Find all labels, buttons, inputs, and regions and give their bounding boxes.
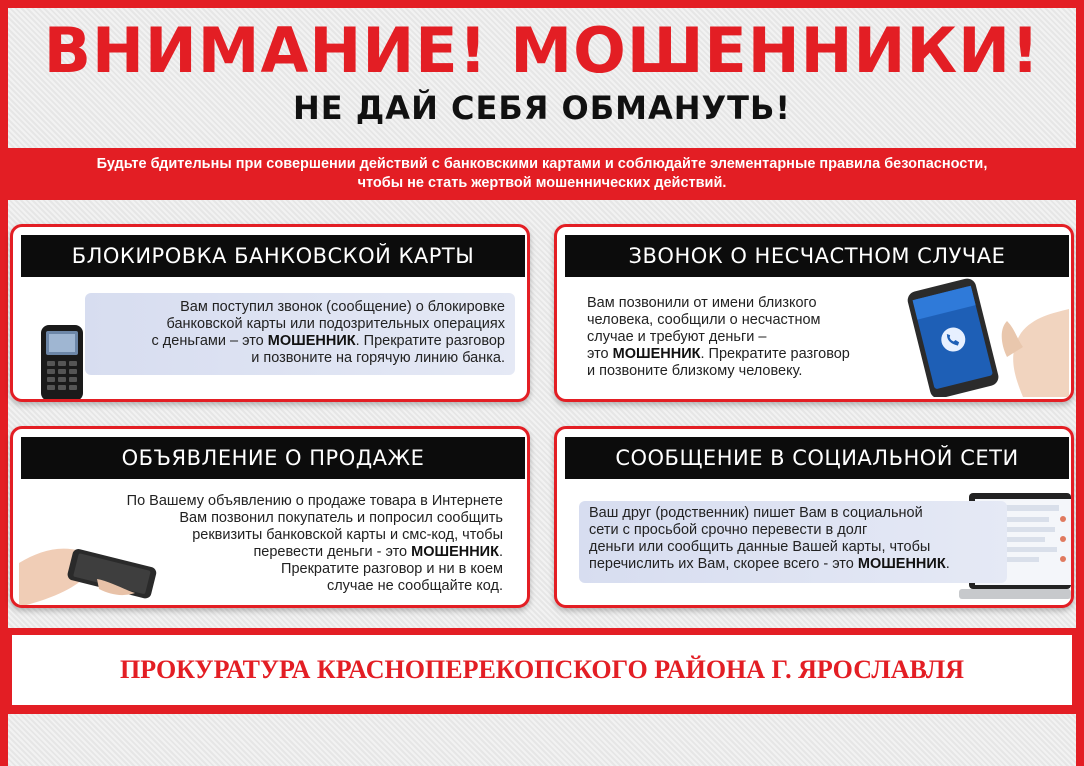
card-text-line: деньги или сообщить данные Вашей карты, чтобы (589, 539, 931, 555)
card-text-fragment: . Прекратите разговор (700, 346, 850, 362)
card-text-line: случае и требуют деньги – (587, 329, 767, 345)
card-text-line: Прекратите разговор и ни в коем (281, 561, 503, 577)
card-text-line: Вам позвонили от имени близкого (587, 295, 817, 311)
card-heading: ОБЪЯВЛЕНИЕ О ПРОДАЖЕ (21, 437, 525, 479)
card-text-fragment: перевести деньги - это (253, 544, 412, 560)
card-text (587, 295, 907, 380)
card-text-line: случае не сообщайте код. (326, 578, 503, 594)
card-heading: СООБЩЕНИЕ В СОЦИАЛЬНОЙ СЕТИ (565, 437, 1069, 479)
card-text-line (589, 556, 1007, 573)
card-text-line: и позвоните близкому человеку. (587, 363, 803, 379)
feature-phone-icon (37, 323, 87, 402)
page-title: ВНИМАНИЕ! МОШЕННИКИ! (43, 14, 1041, 87)
fraud-keyword: МОШЕННИК (612, 346, 701, 362)
card-text-line: реквизиты банковской карты и смс-код, чтобы (192, 527, 503, 543)
card-text-fragment: . (945, 556, 950, 572)
card-accident-call (554, 224, 1074, 402)
card-text-line: Вам поступил звонок (сообщение) о блокировке (180, 299, 505, 315)
card-text-line: сети с просьбой срочно перевести в долг (589, 522, 868, 538)
fraud-keyword: МОШЕННИК (267, 333, 356, 349)
card-text-line: Вам позвонил покупатель и попросил сообщить (179, 510, 503, 526)
card-text-line (587, 346, 907, 363)
card-text-line: банковской карты или подозрительных операциях (166, 316, 505, 332)
card-text-fragment: это (587, 346, 613, 362)
warning-line-2: чтобы не стать жертвой мошеннических действий. (357, 175, 727, 191)
smartphone-call-icon (903, 273, 1069, 397)
fraud-keyword: МОШЕННИК (411, 544, 499, 560)
card-text-line: и позвоните на горячую линию банка. (251, 350, 505, 366)
card-text (85, 293, 515, 375)
warning-line-1: Будьте бдительны при совершении действий с банковскими картами и соблюдайте элементарные правила безопасности, (96, 156, 988, 172)
card-text-fragment: перечислить их Вам, скорее всего - это (589, 556, 858, 572)
card-text-line: По Вашему объявлению о продаже товара в Интернете (126, 493, 503, 509)
card-sale-ad (10, 426, 530, 608)
card-text-fragment: . (498, 544, 503, 560)
card-text-fragment: . Прекратите разговор (355, 333, 505, 349)
footer-title: ПРОКУРАТУРА КРАСНОПЕРЕКОПСКОГО РАЙОНА Г. ЯРОСЛАВЛЯ (120, 655, 964, 684)
card-heading: ЗВОНОК О НЕСЧАСТНОМ СЛУЧАЕ (565, 235, 1069, 277)
card-text-line: Ваш друг (родственник) пишет Вам в социальной (589, 505, 923, 521)
card-social-message (554, 426, 1074, 608)
card-text-line: человека, сообщили о несчастном (587, 312, 821, 328)
page-subtitle: НЕ ДАЙ СЕБЯ ОБМАНУТЬ! (293, 89, 791, 127)
card-text-line (85, 333, 505, 350)
card-text-fragment: с деньгами – это (151, 333, 268, 349)
warning-banner (0, 148, 1084, 200)
top-frame (0, 0, 1084, 8)
fraud-keyword: МОШЕННИК (857, 556, 946, 572)
hand-smartphone-icon (19, 523, 161, 607)
card-heading: БЛОКИРОВКА БАНКОВСКОЙ КАРТЫ (21, 235, 525, 277)
card-card-block (10, 224, 530, 402)
card-text (579, 501, 1007, 583)
